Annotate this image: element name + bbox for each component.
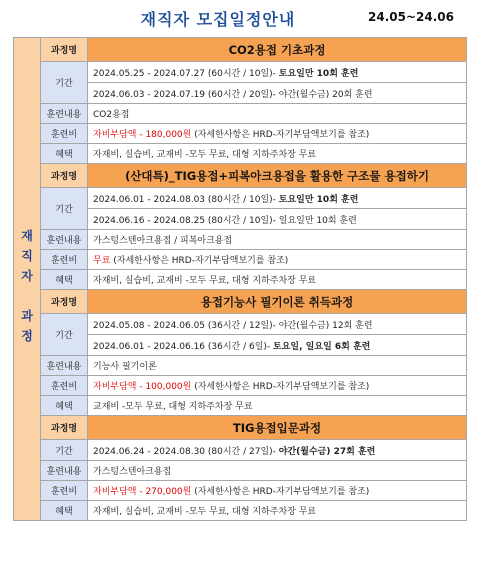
benefit-row [14, 270, 467, 290]
fee-row [14, 376, 467, 396]
content-row [14, 104, 467, 124]
session-dates [88, 440, 467, 461]
period-label-cell: 기간 [41, 188, 88, 230]
fee-value [88, 250, 467, 270]
session-date-range: 2024.06.03 - 2024.07.19 (60시간 / 20일)- 야간(월수금) 20회 훈련 [93, 89, 373, 100]
course-name: (산대특)_TIG용접+피복아크용접을 활용한 구조물 용접하기 [88, 164, 467, 188]
period-label-cell: 기간 [41, 314, 88, 356]
session-schedule: 토요일만 10회 훈련 [278, 68, 359, 79]
session-date-range: 2024.06.01 - 2024.06.16 (36시간 / 6일)- [93, 341, 274, 352]
content-row [14, 461, 467, 481]
content-row [14, 230, 467, 250]
fee-row [14, 250, 467, 270]
course-header-row [14, 416, 467, 440]
side-label-char: 자 [21, 269, 33, 283]
content-label: 훈련내용 [41, 104, 88, 124]
session-dates [88, 335, 467, 356]
benefit-row [14, 501, 467, 521]
fee-note: (자세한사항은 HRD-자기부담액보기를 참조) [191, 487, 370, 497]
side-label-char: 재 [21, 229, 33, 243]
fee-note: (자세한사항은 HRD-자기부담액보기를 참조) [191, 130, 370, 140]
fee-row [14, 481, 467, 501]
session-dates [88, 83, 467, 104]
content-row [14, 356, 467, 376]
session-date-range: 2024.05.08 - 2024.06.05 (36시간 / 12일)- 야간(월수금) 12회 훈련 [93, 320, 373, 331]
session-dates [88, 188, 467, 209]
session-schedule: 토요일, 일요일 6회 훈련 [273, 341, 371, 352]
benefit-value: 자재비, 실습비, 교재비 -모두 무료, 대형 지하주차장 무료 [88, 501, 467, 521]
fee-value [88, 481, 467, 501]
page-title: 재직자 모집일정안내 [140, 10, 296, 29]
period-label-cell: 기간 [41, 62, 88, 104]
session-date-range: 2024.06.24 - 2024.08.30 (80시간 / 27일)- [93, 446, 279, 457]
fee-amount: 무료 [93, 256, 111, 266]
session-row [14, 62, 467, 83]
benefit-label: 혜택 [41, 396, 88, 416]
session-schedule: 토요일만 10회 훈련 [278, 194, 359, 205]
benefit-row [14, 144, 467, 164]
session-date-range: 2024.05.25 - 2024.07.27 (60시간 / 10일)- [93, 68, 279, 79]
session-row [14, 188, 467, 209]
side-label-char: 직 [21, 249, 33, 263]
content-label: 훈련내용 [41, 230, 88, 250]
session-dates [88, 209, 467, 230]
course-name: CO2용접 기초과정 [88, 38, 467, 62]
course-label: 과정명 [41, 38, 88, 62]
session-date-range: 2024.06.16 - 2024.08.25 (80시간 / 10일)- 일요일만 10회 훈련 [93, 215, 357, 226]
course-header-row [14, 290, 467, 314]
session-row [14, 314, 467, 335]
fee-amount: 자비부담액 - 100,000원 [93, 382, 192, 392]
fee-value [88, 124, 467, 144]
benefit-label: 혜택 [41, 270, 88, 290]
side-label-char: 과 [21, 309, 33, 323]
fee-label: 훈련비 [41, 481, 88, 501]
fee-amount: 자비부담액 - 270,000원 [93, 487, 192, 497]
fee-label: 훈련비 [41, 376, 88, 396]
content-value: 가스텅스텐아크용접 / 피복아크용접 [88, 230, 467, 250]
benefit-value: 자재비, 실습비, 교재비 -모두 무료, 대형 지하주차장 무료 [88, 270, 467, 290]
side-label-char [14, 286, 40, 306]
fee-label: 훈련비 [41, 124, 88, 144]
benefit-row [14, 396, 467, 416]
fee-row [14, 124, 467, 144]
fee-value [88, 376, 467, 396]
side-label-char: 정 [21, 329, 33, 343]
course-label: 과정명 [41, 164, 88, 188]
course-header-row [14, 38, 467, 62]
header [0, 0, 479, 34]
session-dates [88, 314, 467, 335]
session-date-range: 2024.06.01 - 2024.08.03 (80시간 / 10일)- [93, 194, 279, 205]
period-label: 24.05~24.06 [368, 10, 454, 24]
benefit-label: 혜택 [41, 501, 88, 521]
course-name: 용접기능사 필기이론 취득과정 [88, 290, 467, 314]
content-value: CO2용접 [88, 104, 467, 124]
fee-label: 훈련비 [41, 250, 88, 270]
fee-note: (자세한사항은 HRD-자기부담액보기를 참조) [110, 256, 289, 266]
course-name: TIG용접입문과정 [88, 416, 467, 440]
schedule-table [13, 37, 467, 521]
fee-amount: 자비부담액 - 180,000원 [93, 130, 192, 140]
session-row [14, 440, 467, 461]
benefit-label: 혜택 [41, 144, 88, 164]
fee-note: (자세한사항은 HRD-자기부담액보기를 참조) [191, 382, 370, 392]
course-header-row [14, 164, 467, 188]
session-schedule: 야간(월수금) 27회 훈련 [278, 446, 376, 457]
period-label-cell: 기간 [41, 440, 88, 461]
content-label: 훈련내용 [41, 356, 88, 376]
side-label [14, 38, 41, 521]
session-dates [88, 62, 467, 83]
content-label: 훈련내용 [41, 461, 88, 481]
course-label: 과정명 [41, 416, 88, 440]
content-value: 가스텅스텐아크용접 [88, 461, 467, 481]
content-value: 기능사 필기이론 [88, 356, 467, 376]
benefit-value: 자재비, 실습비, 교재비 -모두 무료, 대형 지하주차장 무료 [88, 144, 467, 164]
benefit-value: 교재비 -모두 무료, 대형 지하주차장 무료 [88, 396, 467, 416]
course-label: 과정명 [41, 290, 88, 314]
